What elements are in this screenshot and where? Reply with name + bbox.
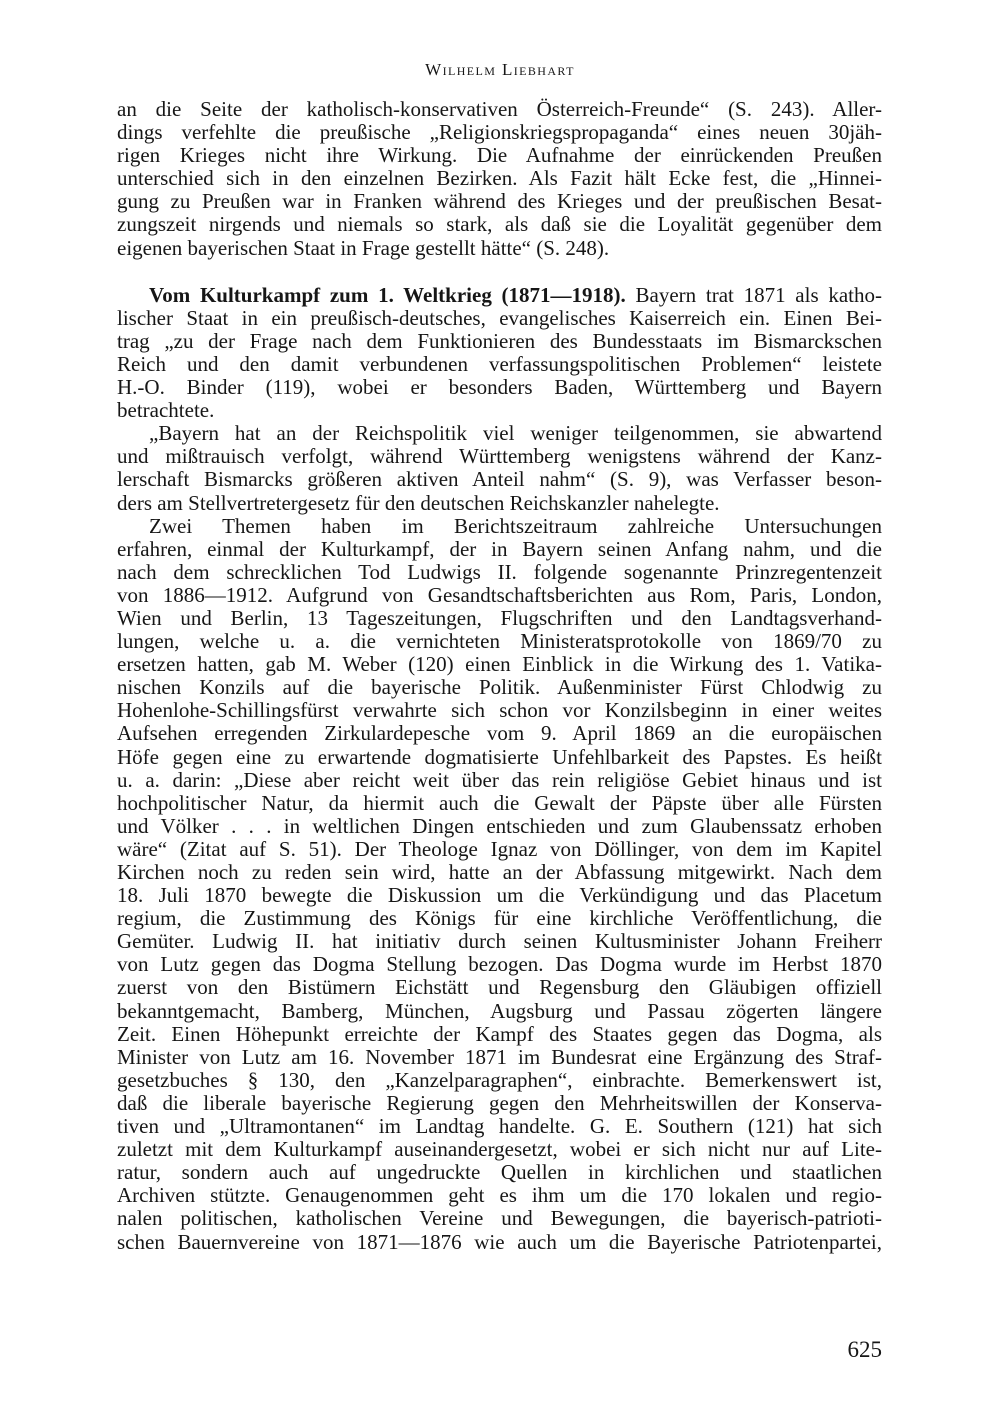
text-line: von Lutz gegen das Dogma Stellung bezogen. Das Dogma wurde im Herbst 1870	[117, 953, 882, 977]
paragraph-bavaria-austria	[117, 98, 882, 260]
text-line: zungszeit nirgends und niemals so stark, als daß sie die Loyalität gegenüber dem	[117, 213, 882, 237]
text-line: rigen Krieges nicht ihre Wirkung. Die Aufnahme der einrückenden Preußen	[117, 144, 882, 168]
text-line: wäre“ (Zitat auf S. 51). Der Theologe Ignaz von Döllinger, von dem im Kapitel	[117, 837, 882, 861]
text-line: erfahren, einmal der Kulturkampf, der in Bayern seinen Anfang nahm, und die	[117, 537, 882, 561]
text-line: Zwei Themen haben im Berichtszeitraum zahlreiche Untersuchungen	[149, 514, 882, 538]
text-line: schen Bauernvereine von 1871—1876 wie auch um die Bayerische Patriotenpartei,	[117, 1230, 882, 1254]
text-line: dings verfehlte die preußische „Religionskriegspropaganda“ eines neuen 30jäh-	[117, 121, 882, 145]
text-line: lischer Staat in ein preußisch-deutsches, evangelisches Kaiserreich ein. Einen Bei-	[117, 306, 882, 330]
text-line: Archiven stützte. Genaugenommen geht es ihm um die 170 lokalen und regio-	[117, 1184, 882, 1208]
heading-line-rest: Bayern trat 1871 als katho-	[625, 283, 882, 307]
text-line: regium, die Zustimmung des Königs für eine kirchliche Veröffentlichung, die	[117, 907, 882, 931]
text-line: lerschaft Bismarcks größeren aktiven Anteil nahm“ (S. 9), was Verfasser beson-	[117, 468, 882, 492]
text-line: ratur, sondern auch auf ungedruckte Quellen in kirchlichen und staatlichen	[117, 1161, 882, 1185]
text-line: ersetzen hatten, gab M. Weber (120) einen Einblick in die Wirkung des 1. Vatika-	[117, 653, 882, 677]
paragraph-two-themes	[117, 515, 882, 1254]
text-line: nalen politischen, katholischen Vereine und Bewegungen, die bayerisch-patrioti-	[117, 1207, 882, 1231]
text-line: ders am Stellvertretergesetz für den deutschen Reichskanzler nahelegte.	[117, 491, 720, 515]
text-line: H.-O. Binder (119), wobei er besonders Baden, Württemberg und Bayern	[117, 376, 882, 400]
text-line: an die Seite der katholisch-konservativen Österreich-Freunde“ (S. 243). Aller-	[117, 98, 882, 121]
text-line: unterschied sich in den einzelnen Bezirken. Als Fazit hält Ecke fest, die „Hinnei-	[117, 167, 882, 191]
text-line	[117, 284, 882, 307]
text-line: „Bayern hat an der Reichspolitik viel weniger teilgenommen, sie abwartend	[149, 422, 882, 446]
text-line: Minister von Lutz am 16. November 1871 im Bundesrat eine Ergänzung des Straf-	[117, 1045, 882, 1069]
text-line: und mißtrauisch verfolgt, während Württemberg wenigstens während der Kanz-	[117, 445, 882, 469]
running-head: Wilhelm Liebhart	[425, 60, 575, 79]
text-line: 18. Juli 1870 bewegte die Diskussion um die Verkündigung und das Placetum	[117, 884, 882, 908]
text-line: Hohenlohe-Schillingsfürst verwahrte sich schon vor Konzilsbeginn in einer weites	[117, 699, 882, 723]
text-line: zuletzt mit dem Kulturkampf auseinandergesetzt, wobei er sich nicht nur auf Lite-	[117, 1138, 882, 1162]
text-line: Zeit. Einen Höhepunkt erreichte der Kampf des Staates gegen das Dogma, als	[117, 1022, 882, 1046]
text-line: bekanntgemacht, Bamberg, München, Augsburg und Passau zögerten längere	[117, 999, 882, 1023]
text-line: betrachtete.	[117, 399, 215, 423]
text-line: Aufsehen erregenden Zirkulardepesche vom 9. April 1869 an die europäischen	[117, 722, 882, 746]
paragraph-reichspolitik	[117, 422, 882, 514]
text-line: von 1886—1912. Aufgrund von Gesandtschaftsberichten aus Rom, Paris, London,	[117, 583, 882, 607]
text-line: eigenen bayerischen Staat in Frage gestellt hätte“ (S. 248).	[117, 236, 610, 260]
text-line: Wien und Berlin, 13 Tageszeitungen, Flugschriften und den Landtagsverhand-	[117, 606, 882, 630]
text-line: und Völker . . . in weltlichen Dingen entschieden und zum Glaubenssatz erhoben	[117, 814, 882, 838]
paragraph-gap	[117, 260, 882, 284]
text-line: zuerst von den Bistümern Eichstätt und Regensburg den Gläubigen offiziell	[117, 976, 882, 1000]
text-line: tiven und „Ultramontanen“ im Landtag handelte. G. E. Southern (121) hat sich	[117, 1115, 882, 1139]
text-line: daß die liberale bayerische Regierung gegen den Mehrheitswillen der Konserva-	[117, 1091, 882, 1115]
text-line: Reich und den damit verbundenen verfassungspolitischen Problemen“ leistete	[117, 352, 882, 376]
text-line: hochpolitischer Natur, da hiermit auch die Gewalt der Päpste über alle Fürsten	[117, 791, 882, 815]
text-line: gung zu Preußen war in Franken während des Krieges und der preußischen Besat-	[117, 190, 882, 214]
text-line: Höfe gegen eine zu erwartende dogmatisierte Unfehlbarkeit des Papstes. Es heißt	[117, 745, 882, 769]
paragraph-kulturkampf-intro	[117, 284, 882, 423]
page-number: 625	[847, 1337, 882, 1362]
text-line: trag „zu der Frage nach dem Funktionieren des Bundesstaats im Bismarckschen	[117, 329, 882, 353]
text-line: Gemüter. Ludwig II. hat initiativ durch seinen Kultusminister Johann Freiherr	[117, 930, 882, 954]
text-line: Kirchen noch zu reden sein wird, hatte an der Abfassung mitgewirkt. Nach dem	[117, 861, 882, 884]
text-line: nischen Konzils auf die bayerische Politik. Außenminister Fürst Chlodwig zu	[117, 676, 882, 700]
text-line: u. a. darin: „Diese aber reicht weit über das rein religiöse Gebiet hinaus und ist	[117, 768, 882, 792]
article-body	[117, 98, 882, 1254]
text-line: lungen, welche u. a. die vernichteten Ministeratsprotokolle von 1869/70 zu	[117, 630, 882, 654]
text-line: gesetzbuches § 130, den „Kanzelparagraphen“, einbrachte. Bemerkenswert ist,	[117, 1068, 882, 1092]
section-heading: Vom Kulturkampf zum 1. Weltkrieg (1871—1918).	[149, 283, 626, 307]
text-line: nach dem schrecklichen Tod Ludwigs II. folgende sogenannte Prinzregentenzeit	[117, 560, 882, 584]
